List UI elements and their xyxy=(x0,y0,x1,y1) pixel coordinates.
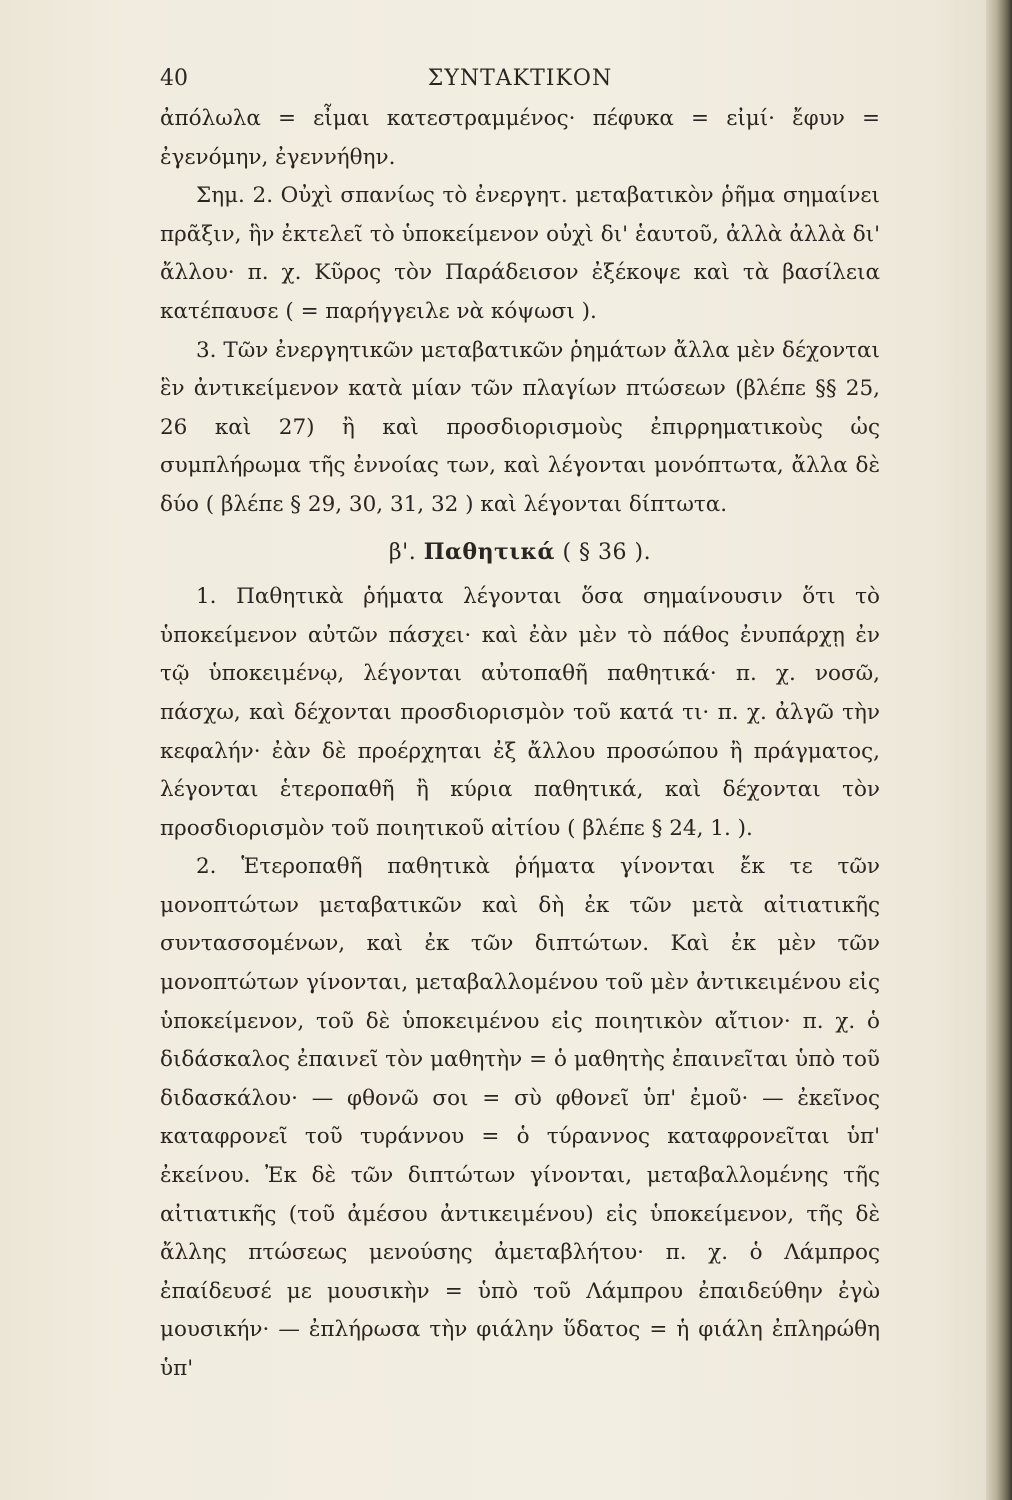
paragraph-continuation: ἀπόλωλα = εἶμαι κατεστραμμένος· πέφυκα = εἰμί· ἔφυν = ἐγενόμην, ἐγεννήθην. xyxy=(160,106,880,170)
section-heading xyxy=(160,533,880,573)
section-paragraph-2: 2. Ἑτεροπαθῆ παθητικὰ ῥήματα γίνονται ἔκ τε τῶν μονοπτώτων μεταβατικῶν καὶ δὴ ἐκ τῶν μετὰ αἰτιατικῆς συντασσομένων, καὶ ἐκ τῶν διπτώτων. Καὶ ἐκ μὲν τῶν μονοπτώτων γίνονται, μεταβαλλομένου τοῦ μὲν ἀντικειμένου εἰς ὑποκείμενον, τοῦ δὲ ὑποκειμένου εἰς ποιητικὸν αἴτιον· π. χ. ὁ διδάσκαλος ἐπαινεῖ τὸν μαθητὴν = ὁ μαθητὴς ἐπαινεῖται ὑπὸ τοῦ διδασκάλου· — φθονῶ σοι = σὺ φθονεῖ ὑπ' ἐμοῦ· — ἐκεῖνος καταφρονεῖ τοῦ τυράννου = ὁ τύραννος καταφρονεῖται ὑπ' ἐκείνου. Ἐκ δὲ τῶν διπτώτων γίνονται, μεταβαλλομένης τῆς αἰτιατικῆς (τοῦ ἀμέσου ἀντικειμένου) εἰς ὑποκείμενον, τῆς δὲ ἄλλης πτώσεως μενούσης ἀμεταβλήτου· π. χ. ὁ Λάμπρος ἐπαίδευσέ με μουσικὴν = ὑπὸ τοῦ Λάμπρου ἐπαιδεύθην ἐγὼ μουσικήν· — ἐπλήρωσα τὴν φιάλην ὕδατος = ἡ φιάλη ἐπληρώθη ὑπ' xyxy=(160,854,880,1381)
page-header xyxy=(160,66,880,100)
paragraph-note-2: Σημ. 2. Οὐχὶ σπανίως τὸ ἐνεργητ. μεταβατικὸν ῥῆμα σημαίνει πρᾶξιν, ἣν ἐκτελεῖ τὸ ὑποκείμενον οὐχὶ δι' ἑαυτοῦ, ἀλλὰ ἀλλὰ δι' ἄλλου· π. χ. Κῦρος τὸν Παράδεισον ἐξέκοψε καὶ τὰ βασίλεια κατέπαυσε ( = παρήγγειλε νὰ κόψωσι ). xyxy=(160,183,880,324)
page-number: 40 xyxy=(160,66,188,91)
section-paragraph-1: 1. Παθητικὰ ῥήματα λέγονται ὅσα σημαίνουσιν ὅτι τὸ ὑποκείμενον αὐτῶν πάσχει· καὶ ἐὰν μὲν τὸ πάθος ἐνυπάρχῃ ἐν τῷ ὑποκειμένῳ, λέγονται αὐτοπαθῆ παθητικά· π. χ. νοσῶ, πάσχω, καὶ δέχονται προσδιορισμὸν τοῦ κατά τι· π. χ. ἀλγῶ τὴν κεφαλήν· ἐὰν δὲ προέρχηται ἐξ ἄλλου προσώπου ἢ πράγματος, λέγονται ἑτεροπαθῆ ἢ κύρια παθητικά, καὶ δέχονται τὸν προσδιορισμὸν τοῦ ποιητικοῦ αἰτίου ( βλέπε § 24, 1. ). xyxy=(160,584,880,841)
section-title: Παθητικά xyxy=(423,538,555,565)
paragraph-3: 3. Τῶν ἐνεργητικῶν μεταβατικῶν ῥημάτων ἄλλα μὲν δέχονται ἓν ἀντικείμενον κατὰ μίαν τῶν πλαγίων πτώσεων (βλέπε §§ 25, 26 καὶ 27) ἢ καὶ προσδιορισμοὺς ἐπιρρηματικοὺς ὡς συμπλήρωμα τῆς ἐννοίας των, καὶ λέγονται μονόπτωτα, ἄλλα δὲ δύο ( βλέπε § 29, 30, 31, 32 ) καὶ λέγονται δίπτωτα. xyxy=(160,337,880,517)
page-body xyxy=(160,100,880,1389)
page-gutter-shadow xyxy=(986,0,1012,1500)
section-prefix: β'. xyxy=(388,539,417,565)
running-title: ΣΥΝΤΑΚΤΙΚΟΝ xyxy=(427,66,613,91)
section-ref: ( § 36 ). xyxy=(562,539,652,565)
